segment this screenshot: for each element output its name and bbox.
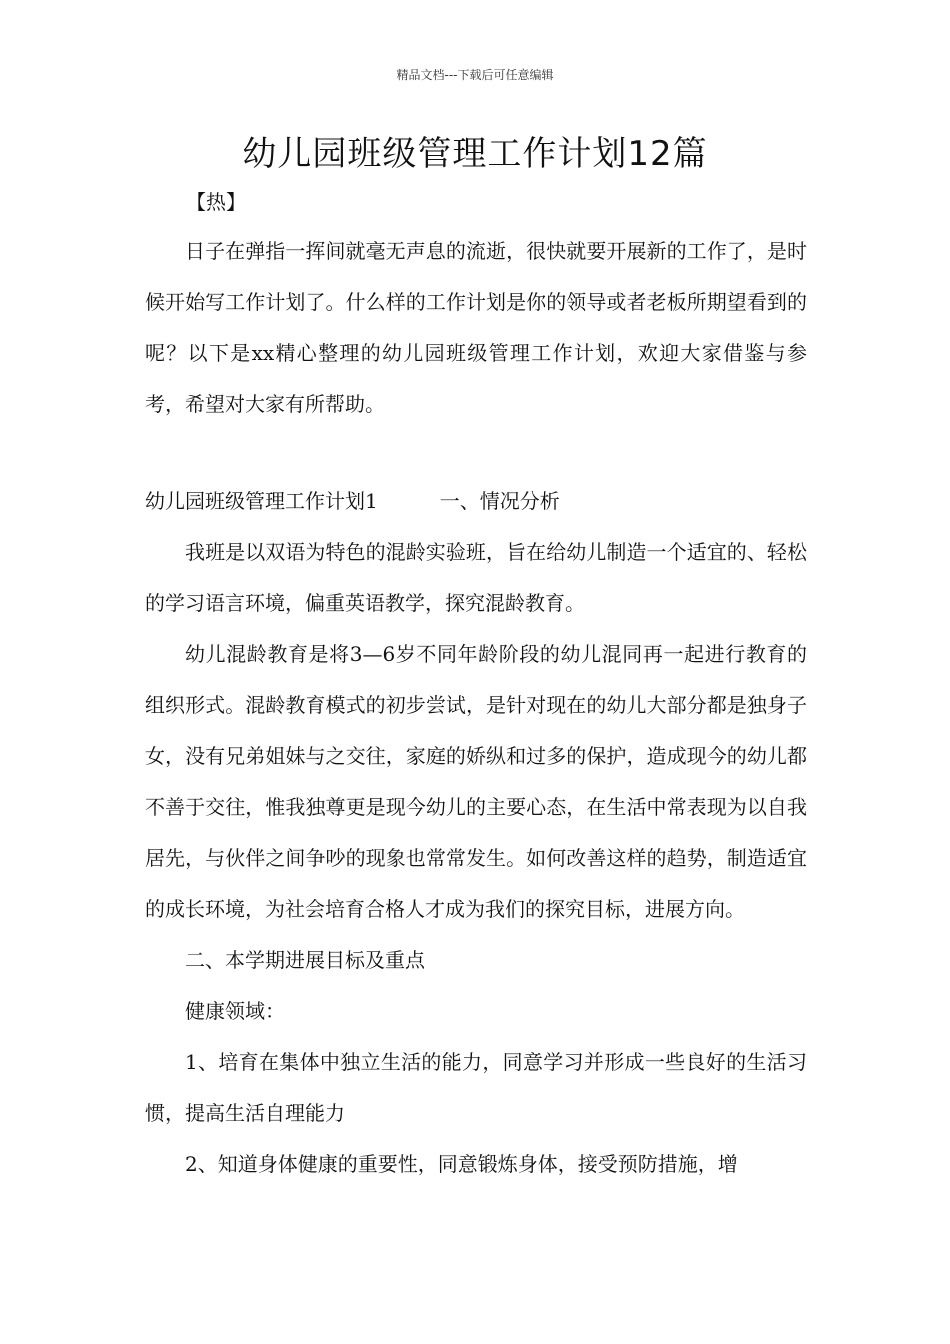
plan-heading-line [145,476,807,527]
list-item-1: 1、培育在集体中独立生活的能力，同意学习并形成一些良好的生活习惯，提高生活自理能力 [145,1050,807,1125]
hot-tag: 【热】 [186,190,246,214]
section-two-heading: 二、本学期进展目标及重点 [185,948,425,972]
paragraph-class-intro: 我班是以双语为特色的混龄实验班，旨在给幼儿制造一个适宜的、轻松的学习语言环境，偏重英语教学，探究混龄教育。 [145,540,807,615]
intro-block [145,226,807,430]
health-domain-label: 健康领域： [185,999,285,1023]
plan-heading: 幼儿园班级管理工作计划1 [145,489,378,513]
paragraph-mixed-age: 幼儿混龄教育是将3—6岁不同年龄阶段的幼儿混同再一起进行教育的组织形式。混龄教育模式的初步尝试，是针对现在的幼儿大部分都是独身子女，没有兄弟姐妹与之交往，家庭的娇纵和过多的保护，造成现今的幼儿都不善于交往，惟我独尊更是现今幼儿的主要心态，在生活中常表现为以自我居先，与伙伴之间争吵的现象也常常发生。如何改善这样的趋势，制造适宜的成长环境，为社会培育合格人才成为我们的探究目标，进展方向。 [145,642,807,921]
plan-section [145,476,807,1190]
header-note: 精品文档---下载后可任意编辑 [396,68,554,82]
document-title: 幼儿园班级管理工作计划12篇 [242,134,708,174]
section-one-heading: 一、情况分析 [439,489,560,513]
intro-paragraph: 日子在弹指一挥间就毫无声息的流逝，很快就要开展新的工作了，是时候开始写工作计划了。什么样的工作计划是你的领导或者老板所期望看到的呢？以下是xx精心整理的幼儿园班级管理工作计划，欢迎大家借鉴与参考，希望对大家有所帮助。 [145,239,807,416]
list-item-2: 2、知道身体健康的重要性，同意锻炼身体，接受预防措施，增 [185,1152,738,1176]
